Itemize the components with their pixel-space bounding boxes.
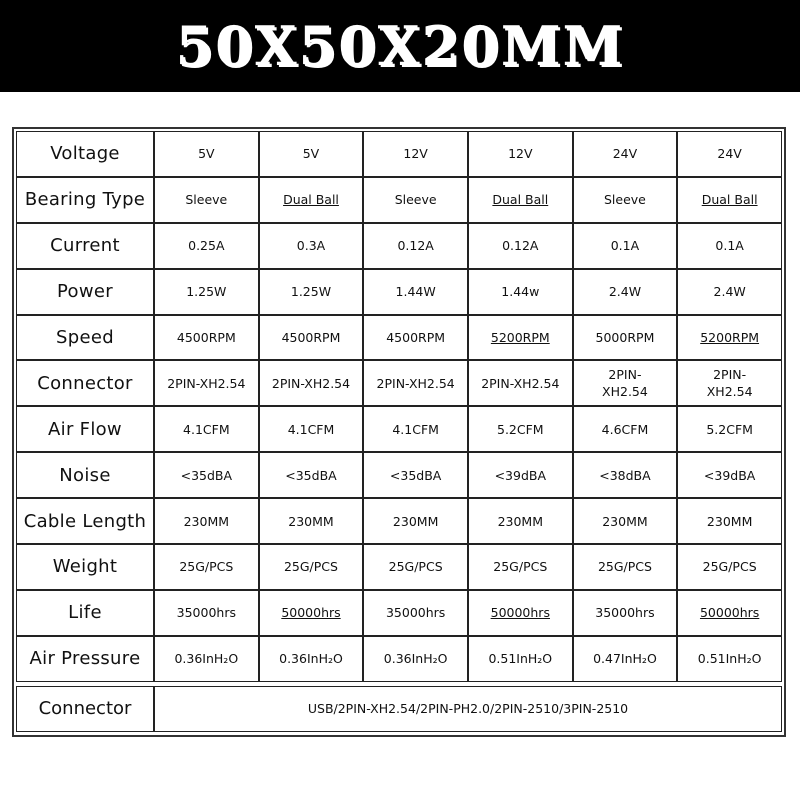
spec-cell-value: <39dBA bbox=[703, 467, 756, 483]
spec-cell bbox=[259, 498, 364, 544]
spec-cell bbox=[573, 406, 678, 452]
spec-row-label: Weight bbox=[16, 544, 154, 590]
spec-cell-value: Dual Ball bbox=[492, 192, 549, 208]
spec-cell bbox=[677, 498, 782, 544]
spec-row bbox=[16, 406, 782, 452]
spec-cell-value: 5V bbox=[302, 146, 320, 162]
spec-cell-value: <35dBA bbox=[389, 467, 442, 483]
spec-row-label: Life bbox=[16, 590, 154, 636]
spec-row-label: Bearing Type bbox=[16, 177, 154, 223]
spec-cell bbox=[468, 498, 573, 544]
spec-cell bbox=[677, 360, 782, 406]
spec-cell-value: 25G/PCS bbox=[179, 559, 234, 575]
spec-cell bbox=[677, 406, 782, 452]
spec-cell bbox=[677, 269, 782, 315]
spec-cell-value: 25G/PCS bbox=[283, 559, 338, 575]
spec-cell bbox=[363, 498, 468, 544]
spec-cell bbox=[259, 131, 364, 177]
spec-row-label: Power bbox=[16, 269, 154, 315]
spec-cell bbox=[468, 636, 573, 682]
spec-cell-value: 4500RPM bbox=[281, 330, 341, 345]
spec-cell bbox=[677, 590, 782, 636]
spec-cell-value: 12V bbox=[508, 146, 533, 162]
spec-cell-value: 2PIN-XH2.54 bbox=[271, 375, 351, 391]
spec-cell bbox=[259, 315, 364, 361]
spec-cell-value: Dual Ball bbox=[283, 192, 339, 208]
spec-cell bbox=[573, 315, 678, 361]
spec-cell bbox=[573, 177, 678, 223]
spec-row-label: Current bbox=[16, 223, 154, 269]
spec-cell-value: 0.36InH₂O bbox=[383, 651, 448, 667]
spec-cell bbox=[363, 269, 468, 315]
spec-cell bbox=[573, 590, 678, 636]
spec-cell-value: 1.44w bbox=[501, 284, 540, 300]
spec-cell-value: 5.2CFM bbox=[706, 421, 753, 437]
spec-cell-value: 2.4W bbox=[713, 284, 746, 300]
spec-cell-value: 0.51InH₂O bbox=[697, 651, 762, 667]
spec-cell bbox=[154, 544, 259, 590]
spec-cell-value: Sleeve bbox=[394, 192, 437, 208]
spec-cell bbox=[677, 131, 782, 177]
spec-cell bbox=[363, 177, 468, 223]
spec-cell bbox=[154, 498, 259, 544]
spec-cell-value: 4.1CFM bbox=[392, 421, 439, 437]
spec-cell-value: 2.4W bbox=[608, 284, 642, 300]
spec-cell bbox=[468, 544, 573, 590]
spec-cell bbox=[363, 590, 468, 636]
spec-cell-value: 2PIN-XH2.54 bbox=[376, 375, 455, 391]
spec-cell-value: 35000hrs bbox=[176, 605, 236, 621]
spec-cell bbox=[154, 590, 259, 636]
spec-row bbox=[16, 452, 782, 498]
spec-cell-value: 0.12A bbox=[397, 238, 434, 254]
spec-cell-value: 230MM bbox=[392, 513, 439, 529]
spec-cell bbox=[573, 269, 678, 315]
spec-cell bbox=[677, 636, 782, 682]
spec-cell bbox=[573, 360, 678, 406]
spec-cell-value: 5200RPM bbox=[490, 330, 550, 345]
spec-cell-value: 230MM bbox=[497, 513, 544, 529]
spec-cell-value: 0.1A bbox=[610, 238, 640, 254]
spec-cell-value: 25G/PCS bbox=[493, 559, 548, 575]
spec-cell-value: <35dBA bbox=[180, 467, 233, 483]
spec-cell-value: Sleeve bbox=[185, 192, 228, 208]
spec-row-label: Air Pressure bbox=[16, 636, 154, 682]
spec-cell bbox=[154, 269, 259, 315]
spec-cell-value: 50000hrs bbox=[281, 605, 341, 621]
spec-cell bbox=[259, 269, 364, 315]
spec-cell-value: 0.1A bbox=[715, 238, 744, 254]
spec-cell bbox=[363, 452, 468, 498]
spec-row-label: Voltage bbox=[16, 131, 154, 177]
spec-cell-value: 1.44W bbox=[395, 284, 436, 300]
spec-cell bbox=[154, 223, 259, 269]
spec-cell bbox=[363, 315, 468, 361]
spec-cell bbox=[259, 544, 364, 590]
spec-cell bbox=[468, 131, 573, 177]
spec-cell-value: 35000hrs bbox=[595, 605, 655, 621]
spec-cell bbox=[154, 452, 259, 498]
spec-row bbox=[16, 315, 782, 361]
spec-cell-value: 2PIN-XH2.54 bbox=[481, 375, 560, 391]
spec-cell bbox=[573, 636, 678, 682]
spec-cell-value: 0.12A bbox=[502, 238, 539, 254]
spec-cell-value: 2PIN- XH2.54 bbox=[602, 367, 648, 400]
spec-cell-value: 5.2CFM bbox=[497, 421, 544, 437]
spec-row bbox=[16, 269, 782, 315]
spec-cell bbox=[573, 498, 678, 544]
spec-row-label: Cable Length bbox=[16, 498, 154, 544]
spec-cell-value: 50000hrs bbox=[699, 605, 760, 621]
spec-row-label: Connector bbox=[16, 360, 154, 406]
spec-cell bbox=[259, 360, 364, 406]
spec-cell bbox=[154, 177, 259, 223]
spec-cell-value: 0.3A bbox=[296, 238, 326, 254]
spec-cell bbox=[363, 131, 468, 177]
spec-cell-value: Sleeve bbox=[604, 192, 646, 208]
spec-cell-value: <38dBA bbox=[599, 467, 651, 483]
spec-cell bbox=[154, 360, 259, 406]
spec-cell bbox=[468, 406, 573, 452]
spec-cell-value: 25G/PCS bbox=[597, 559, 652, 575]
spec-cell-value: 35000hrs bbox=[385, 605, 446, 621]
spec-row bbox=[16, 544, 782, 590]
spec-cell-value: 4.6CFM bbox=[601, 421, 649, 437]
spec-cell-value: 5V bbox=[198, 146, 215, 162]
spec-row bbox=[16, 360, 782, 406]
spec-cell-value: 4.1CFM bbox=[287, 421, 335, 437]
spec-row-label: Noise bbox=[16, 452, 154, 498]
spec-cell bbox=[259, 452, 364, 498]
spec-cell-value: 230MM bbox=[288, 513, 334, 529]
spec-cell bbox=[363, 406, 468, 452]
connector-options-table bbox=[16, 686, 782, 732]
spec-cell bbox=[468, 177, 573, 223]
fan-size-title: 50X50X20MM bbox=[175, 14, 625, 78]
spec-cell-value: 230MM bbox=[706, 513, 753, 529]
spec-cell-value: 24V bbox=[717, 146, 742, 162]
spec-cell bbox=[677, 544, 782, 590]
spec-cell-value: 2PIN- XH2.54 bbox=[706, 367, 753, 400]
spec-cell-value: 230MM bbox=[183, 513, 230, 529]
spec-cell-value: 230MM bbox=[602, 513, 648, 529]
spec-row bbox=[16, 177, 782, 223]
spec-table-frame bbox=[12, 127, 786, 737]
spec-cell-value: 0.36InH₂O bbox=[279, 651, 343, 667]
spec-cell-value: 24V bbox=[612, 146, 638, 162]
spec-row bbox=[16, 131, 782, 177]
spec-cell-value: <39dBA bbox=[494, 467, 547, 483]
spec-cell-value: 0.36InH₂O bbox=[174, 651, 239, 667]
title-banner bbox=[0, 0, 800, 92]
spec-cell-value: 4.1CFM bbox=[183, 421, 230, 437]
spec-cell bbox=[154, 131, 259, 177]
spec-cell bbox=[573, 452, 678, 498]
spec-cell bbox=[259, 636, 364, 682]
spec-cell-value: 5200RPM bbox=[700, 330, 760, 345]
spec-cell-value: 0.47InH₂O bbox=[593, 651, 657, 667]
spec-cell-value: 50000hrs bbox=[490, 605, 550, 621]
spec-row-label: Speed bbox=[16, 315, 154, 361]
spec-row bbox=[16, 590, 782, 636]
spec-cell-value: 0.25A bbox=[188, 238, 225, 254]
spec-cell bbox=[468, 590, 573, 636]
spec-cell-value: 25G/PCS bbox=[388, 559, 443, 575]
spec-row-label: Air Flow bbox=[16, 406, 154, 452]
spec-cell-value: 4500RPM bbox=[386, 330, 446, 345]
connector-options-label: Connector bbox=[16, 686, 154, 732]
spec-row bbox=[16, 498, 782, 544]
spec-cell bbox=[259, 177, 364, 223]
spec-cell-value: 1.25W bbox=[290, 284, 332, 300]
spec-table bbox=[16, 131, 782, 682]
spec-cell bbox=[573, 131, 678, 177]
spec-cell-value: <35dBA bbox=[285, 467, 337, 483]
spec-cell-value: 12V bbox=[403, 146, 428, 162]
spec-cell bbox=[154, 406, 259, 452]
spec-cell bbox=[677, 452, 782, 498]
spec-cell bbox=[154, 636, 259, 682]
spec-cell bbox=[259, 590, 364, 636]
connector-options-value: USB/2PIN-XH2.54/2PIN-PH2.0/2PIN-2510/3PIN-2510 bbox=[154, 686, 782, 732]
spec-cell-value: 1.25W bbox=[186, 284, 227, 300]
spec-cell bbox=[468, 452, 573, 498]
spec-cell bbox=[363, 223, 468, 269]
spec-cell-value: 4500RPM bbox=[176, 330, 236, 345]
spec-row bbox=[16, 636, 782, 682]
spec-cell-value: 2PIN-XH2.54 bbox=[167, 375, 246, 391]
spec-cell bbox=[259, 223, 364, 269]
spec-cell bbox=[468, 315, 573, 361]
spec-cell bbox=[259, 406, 364, 452]
spec-cell bbox=[363, 360, 468, 406]
spec-cell bbox=[573, 223, 678, 269]
spec-cell-value: 5000RPM bbox=[595, 330, 655, 345]
spec-cell bbox=[363, 636, 468, 682]
spec-cell-value: 25G/PCS bbox=[702, 559, 757, 575]
spec-row bbox=[16, 223, 782, 269]
spec-cell bbox=[677, 223, 782, 269]
spec-cell bbox=[468, 269, 573, 315]
spec-cell bbox=[468, 360, 573, 406]
spec-cell-value: 0.51InH₂O bbox=[488, 651, 553, 667]
spec-cell bbox=[363, 544, 468, 590]
spec-cell bbox=[573, 544, 678, 590]
spec-cell bbox=[677, 315, 782, 361]
spec-cell bbox=[154, 315, 259, 361]
connector-options-row bbox=[16, 686, 782, 732]
spec-cell bbox=[468, 223, 573, 269]
spec-cell bbox=[677, 177, 782, 223]
spec-cell-value: Dual Ball bbox=[701, 192, 758, 208]
